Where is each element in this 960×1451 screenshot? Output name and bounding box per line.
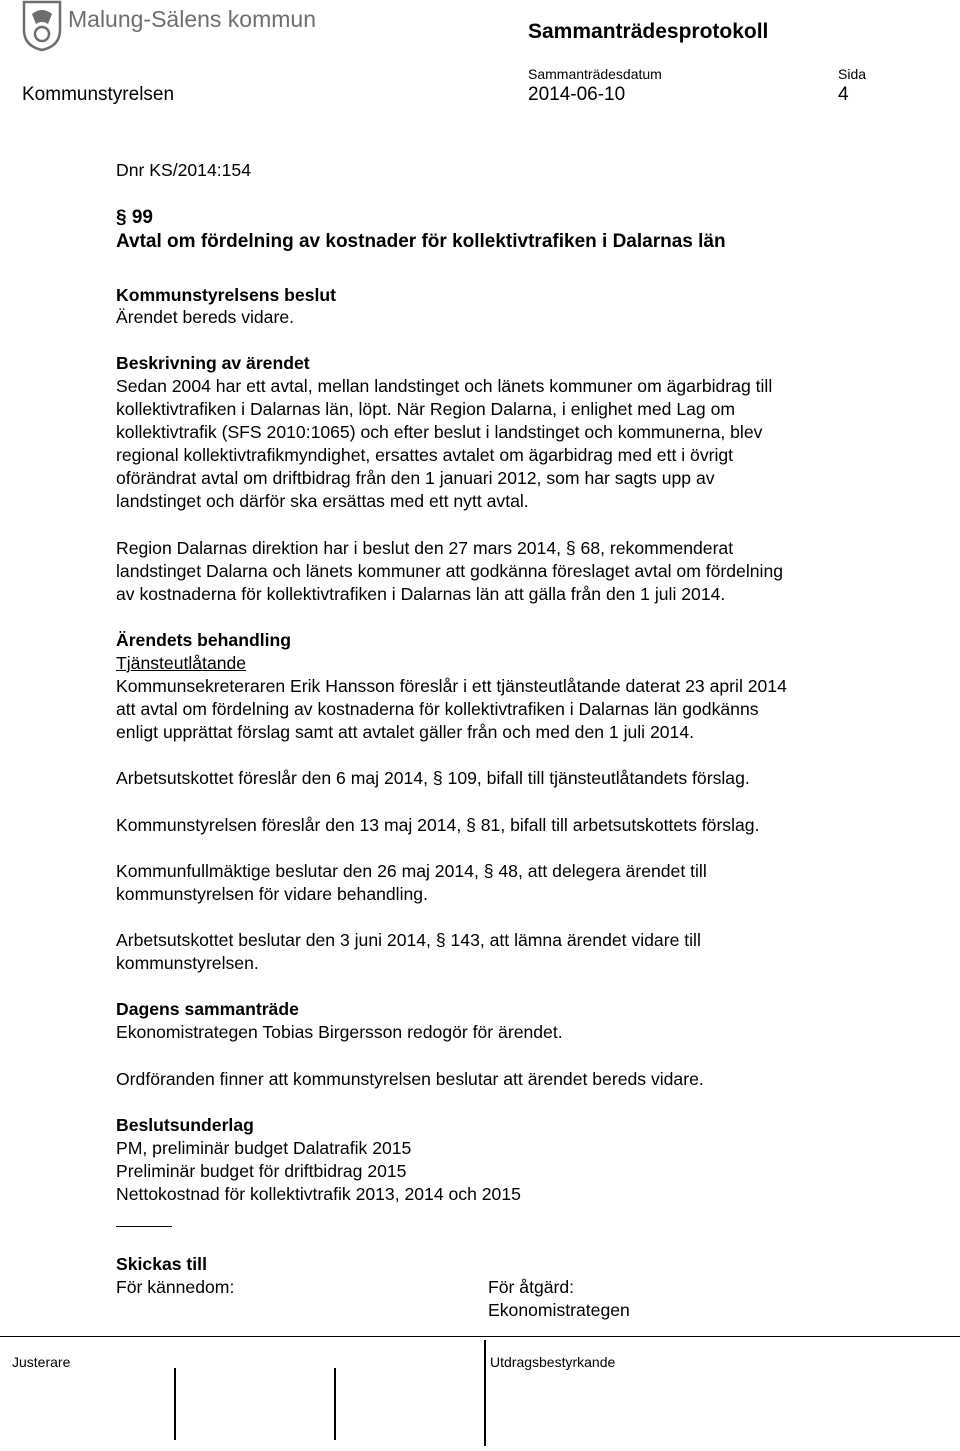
description-heading: Beskrivning av ärendet: [116, 353, 310, 373]
document-type: Sammanträdesprotokoll: [528, 20, 769, 43]
committee-name: Kommunstyrelsen: [22, 84, 175, 105]
page-label: Sida: [838, 66, 867, 82]
decision-heading: Kommunstyrelsens beslut: [116, 285, 336, 305]
basis-item: Nettokostnad för kollektivtrafik 2013, 2014 och 2015: [116, 1184, 521, 1204]
meeting-date: 2014-06-10: [528, 84, 626, 105]
statement-paragraph: Kommunsekreteraren Erik Hansson föreslår i ett tjänsteutlåtande daterat 23 april 2014 att avtal om fördelning av kostnaderna för kollektivtrafiken i Dalarnas län godkänns enligt upprättat förslag samt att avtalet gäller från och med den 1 juli 2014.: [116, 676, 787, 742]
action-label: För åtgärd:: [488, 1277, 575, 1297]
handling-heading: Ärendets behandling: [116, 630, 291, 650]
chair-finding: Ordföranden finner att kommunstyrelsen beslutar att ärendet bereds vidare.: [116, 1069, 704, 1089]
case-number: Dnr KS/2014:154: [116, 160, 251, 180]
decision-text: Ärendet bereds vidare.: [116, 307, 294, 327]
council-decision: Kommunfullmäktige beslutar den 26 maj 2014, § 48, att delegera ärendet till kommunstyrelsen för vidare behandling.: [116, 861, 707, 904]
action-recipient: Ekonomistrategen: [488, 1300, 630, 1320]
board-proposal: Kommunstyrelsen föreslår den 13 maj 2014, § 81, bifall till arbetsutskottets förslag.: [116, 815, 760, 835]
info-label: För kännedom:: [116, 1277, 235, 1297]
date-label: Sammanträdesdatum: [528, 66, 662, 82]
basis-heading: Beslutsunderlag: [116, 1115, 254, 1135]
section-number: § 99: [116, 207, 153, 228]
logo-text: Malung-Sälens kommun: [68, 6, 317, 32]
basis-item: PM, preliminär budget Dalatrafik 2015: [116, 1138, 412, 1158]
sent-heading: Skickas till: [116, 1254, 207, 1274]
description-paragraph-2: Region Dalarnas direktion har i beslut den 27 mars 2014, § 68, rekommenderat landstinget Dalarna och länets kommuner att godkänna föreslaget avtal om fördelning av kostnaderna för kollektivtrafiken i Dalarnas län att gälla från den 1 juli 2014.: [116, 538, 784, 604]
meeting-heading: Dagens sammanträde: [116, 999, 299, 1019]
description-paragraph-1: Sedan 2004 har ett avtal, mellan landstinget och länets kommuner om ägarbidrag till kollektivtrafiken i Dalarnas län, löpt. När Region Dalarna, i enlighet med Lag om kollektivtrafik (SFS 2010:1065) och efter beslut i landstinget och kommunerna, blev regional kollektivtrafikmyndighet, ersattes avtalet om ägarbidrag med ett i övrigt oförändrat avtal om driftbidrag från den 1 januari 2012, som har sagts upp av landstinget och därför ska ersättas med ett nytt avtal.: [116, 376, 773, 511]
basis-item: Preliminär budget för driftbidrag 2015: [116, 1161, 407, 1181]
committee-proposal: Arbetsutskottet föreslår den 6 maj 2014, § 109, bifall till tjänsteutlåtandets förslag.: [116, 768, 750, 788]
page-number: 4: [838, 84, 849, 105]
basis-list: [116, 1137, 521, 1206]
signature-divider: [484, 1340, 486, 1446]
statement-subheading: Tjänsteutlåtande: [116, 653, 247, 673]
meeting-report: Ekonomistrategen Tobias Birgersson redogör för ärendet.: [116, 1022, 563, 1042]
separator-line: [116, 1226, 172, 1227]
footer-rule: [0, 1336, 960, 1337]
signature-divider: [334, 1368, 336, 1440]
coat-of-arms-icon: [24, 2, 60, 50]
case-title: Avtal om fördelning av kostnader för kollektivtrafiken i Dalarnas län: [116, 231, 726, 252]
adjusters-label: Justerare: [12, 1354, 71, 1370]
certifier-label: Utdragsbestyrkande: [490, 1354, 616, 1370]
signature-divider: [174, 1368, 176, 1440]
committee-decision: Arbetsutskottet beslutar den 3 juni 2014, § 143, att lämna ärendet vidare till kommunstyrelsen.: [116, 930, 701, 973]
